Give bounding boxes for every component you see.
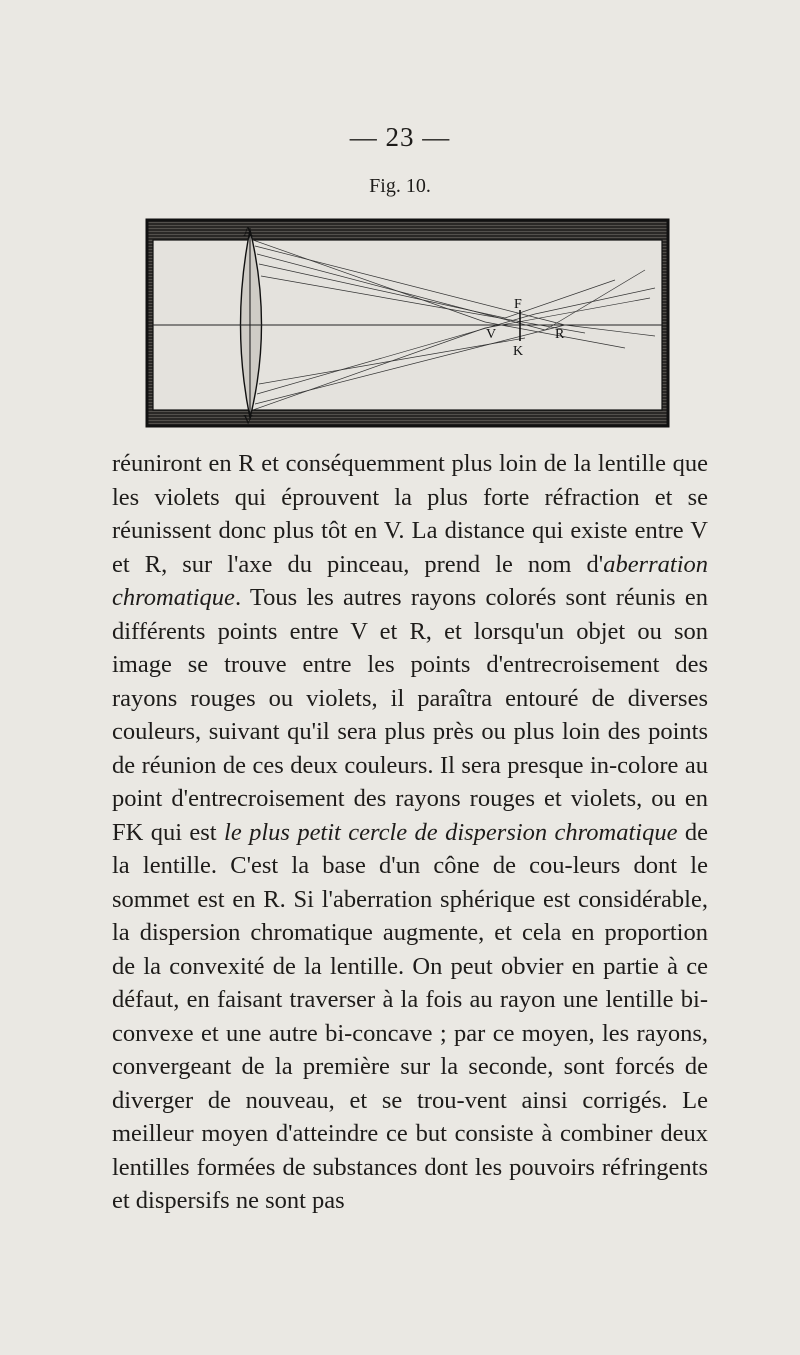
label-v-bottom: V	[243, 413, 254, 428]
text-segment: . Tous les autres rayons colorés sont réunis en différents points entre V et R, et lorsqu'un objet ou son image se trouve entre les points d'entrecroisement des rayons rouges ou violets, il paraîtra entouré de diverses couleurs, suivant qu'il sera plus près ou plus loin des points de réunion de ces deux couleurs. Il sera presque in-colore au point d'entrecroisement des rayons rouges et violets, ou en FK qui est	[112, 584, 708, 846]
term-cercle-dispersion: le plus petit cercle de dispersion chromatique	[224, 818, 678, 846]
term-aberration-chromatique: aberration chromatique	[112, 550, 708, 611]
label-r: R	[555, 327, 565, 342]
figure-caption: Fig. 10.	[369, 175, 431, 197]
label-f: F	[514, 297, 522, 312]
label-k: K	[513, 344, 524, 359]
label-v: V	[486, 327, 497, 342]
paragraph	[112, 447, 708, 1218]
text-segment: de la lentille. C'est la base d'un cône de cou-leurs dont le sommet est en R. Si l'aberration sphérique est considérable, la dispersion chromatique augmente, et cela en proportion de la convexité de la lentille. On peut obvier en partie à ce défaut, en faisant traverser à la fois au rayon une lentille bi-convexe et une autre bi-concave ; par ce moyen, les rayons, convergeant de la première sur la seconde, sont forcés de diverger de nouveau, et se trou-vent ainsi corrigés. Le meilleur moyen d'atteindre ce but consiste à combiner deux lentilles formées de substances dont les pouvoirs réfringents et dispersifs ne sont pas	[112, 818, 708, 1214]
text-segment: réuniront en R et conséquemment plus loin de la lentille que les violets qui éprouvent la plus forte réfraction et se réunissent donc plus tôt en V. La distance qui existe entre V et R, sur l'axe du pinceau, prend le nom d'	[112, 450, 708, 578]
body-text	[112, 447, 708, 1218]
label-a: A	[243, 225, 254, 240]
lens-diagram	[145, 218, 670, 428]
page-number: — 23 —	[349, 122, 451, 152]
